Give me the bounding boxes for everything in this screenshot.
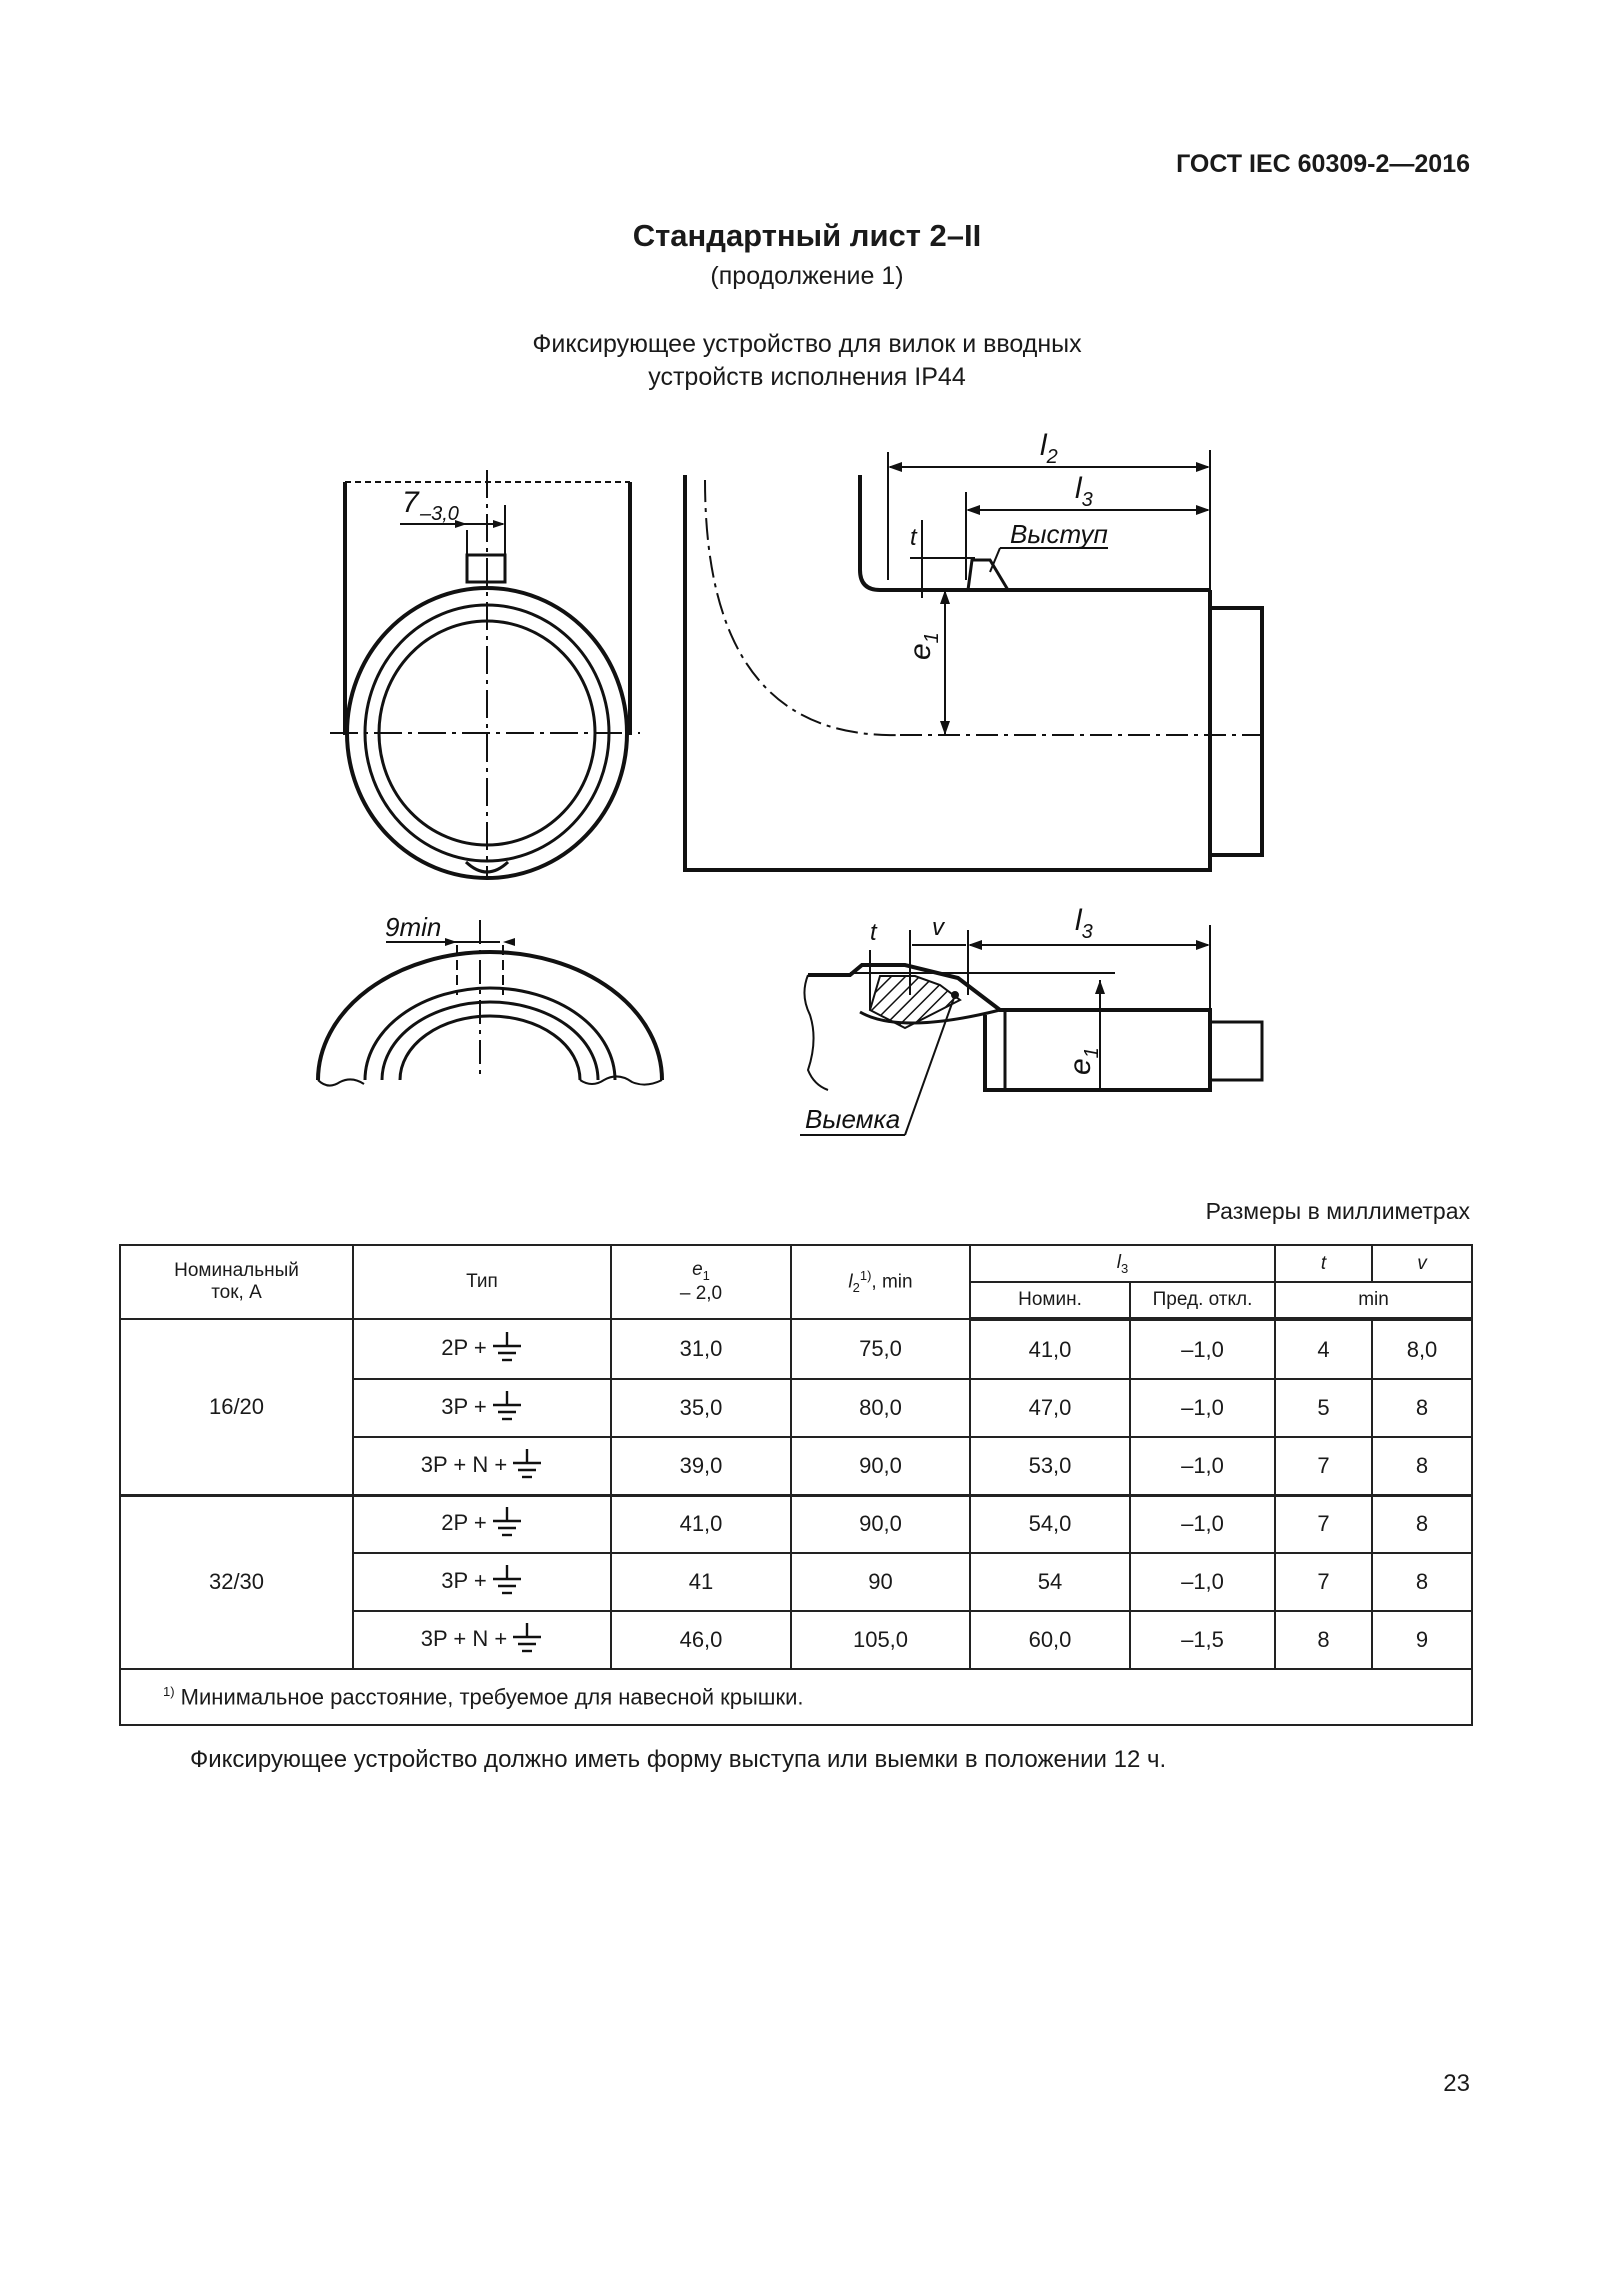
header-l3: $l_3$ (970, 1245, 1275, 1282)
arc-section (318, 945, 662, 1086)
ground-icon (491, 1391, 523, 1425)
v-cell: 8,0 (1372, 1319, 1472, 1379)
caption-line-1: Фиксирующее устройство для вилок и вводных (532, 330, 1082, 358)
document-id: ГОСТ IEC 60309-2—2016 (1176, 150, 1470, 178)
e1-cell: 35,0 (611, 1379, 791, 1437)
page-number: 23 (1443, 2070, 1470, 2097)
dim-e1-section-label: $e_1$ (1064, 1047, 1103, 1075)
table-row (120, 1319, 1472, 1379)
caption-line-2: устройств исполнения IP44 (648, 363, 966, 391)
table-footnote: $^{1)}$ Минимальное расстояние, требуемое для навесной крышки. (120, 1669, 1472, 1725)
l2-cell: 90,0 (791, 1495, 970, 1553)
l3-deviation-cell: –1,0 (1130, 1495, 1275, 1553)
e1-cell: 39,0 (611, 1437, 791, 1495)
v-cell: 8 (1372, 1495, 1472, 1553)
sheet-subtitle: (продолжение 1) (710, 262, 904, 290)
ground-icon (491, 1565, 523, 1599)
e1-cell: 41 (611, 1553, 791, 1611)
header-min: min (1275, 1282, 1472, 1319)
t-cell: 4 (1275, 1319, 1372, 1379)
header-current: Номинальный ток, А (120, 1245, 353, 1319)
figure-caption (0, 328, 1614, 394)
type-cell: 3P + N + (353, 1437, 611, 1495)
type-cell: 2P + (353, 1319, 611, 1379)
v-cell: 9 (1372, 1611, 1472, 1669)
l3-deviation-cell: –1,0 (1130, 1379, 1275, 1437)
dim-t-label: t (910, 524, 917, 551)
side-view (685, 475, 1265, 870)
l3-deviation-cell: –1,0 (1130, 1553, 1275, 1611)
l3-deviation-cell: –1,5 (1130, 1611, 1275, 1669)
v-cell: 8 (1372, 1553, 1472, 1611)
l3-deviation-cell: –1,0 (1130, 1319, 1275, 1379)
header-e1: $e_1$ – 2,0 (611, 1245, 791, 1319)
type-cell: 3P + (353, 1553, 611, 1611)
l2-cell: 105,0 (791, 1611, 970, 1669)
type-cell: 3P + N + (353, 1611, 611, 1669)
body-note: Фиксирующее устройство должно иметь форму выступа или выемки в положении 12 ч. (190, 1746, 1167, 1773)
units-note: Размеры в миллиметрах (1205, 1198, 1470, 1224)
dim-t-section-label: t (870, 919, 877, 946)
l2-cell: 90,0 (791, 1437, 970, 1495)
header-type: Тип (353, 1245, 611, 1319)
dim-7-tolerance: –3,0 (420, 503, 459, 525)
type-cell: 3P + (353, 1379, 611, 1437)
header-l3-nominal: Номин. (970, 1282, 1130, 1319)
current-cell: 32/30 (120, 1495, 353, 1669)
t-cell: 7 (1275, 1495, 1372, 1553)
e1-cell: 31,0 (611, 1319, 791, 1379)
v-cell: 8 (1372, 1437, 1472, 1495)
protrusion-label: Выступ (1010, 519, 1108, 549)
l3-nominal-cell: 53,0 (970, 1437, 1130, 1495)
l3-nominal-cell: 54 (970, 1553, 1130, 1611)
type-cell: 2P + (353, 1495, 611, 1553)
l3-deviation-cell: –1,0 (1130, 1437, 1275, 1495)
ground-icon (511, 1623, 543, 1657)
recess-label: Выемка (805, 1104, 901, 1134)
t-cell: 7 (1275, 1553, 1372, 1611)
current-cell: 16/20 (120, 1319, 353, 1495)
table-row (120, 1495, 1472, 1553)
t-cell: 5 (1275, 1379, 1372, 1437)
dim-7-label: 7 (402, 486, 419, 519)
recess-section (804, 965, 1262, 1090)
l3-nominal-cell: 47,0 (970, 1379, 1130, 1437)
t-cell: 7 (1275, 1437, 1372, 1495)
dim-v-label: v (932, 914, 944, 941)
l2-cell: 90 (791, 1553, 970, 1611)
dimensions-table (119, 1244, 1473, 1726)
l3-nominal-cell: 60,0 (970, 1611, 1130, 1669)
l3-nominal-cell: 41,0 (970, 1319, 1130, 1379)
dim-l3-section-label: $l_3$ (1075, 904, 1093, 943)
sheet-title: Стандартный лист 2–II (632, 218, 982, 253)
e1-cell: 46,0 (611, 1611, 791, 1669)
header-v: v (1372, 1245, 1472, 1282)
dim-e1-label: $e_1$ (904, 632, 943, 660)
l2-cell: 75,0 (791, 1319, 970, 1379)
ground-icon (491, 1332, 523, 1366)
l3-nominal-cell: 54,0 (970, 1495, 1130, 1553)
t-cell: 8 (1275, 1611, 1372, 1669)
ground-icon (511, 1449, 543, 1483)
e1-cell: 41,0 (611, 1495, 791, 1553)
technical-drawing (300, 420, 1280, 1140)
l2-cell: 80,0 (791, 1379, 970, 1437)
dim-9min-label: 9min (385, 912, 442, 942)
ground-icon (491, 1507, 523, 1541)
header-l2: $l_2^{1)}$, min (791, 1245, 970, 1319)
dim-l3-label: $l_3$ (1075, 472, 1093, 511)
header-t: t (1275, 1245, 1372, 1282)
dim-l2-label: $l_2$ (1040, 429, 1058, 468)
header-l3-deviation: Пред. откл. (1130, 1282, 1275, 1319)
v-cell: 8 (1372, 1379, 1472, 1437)
